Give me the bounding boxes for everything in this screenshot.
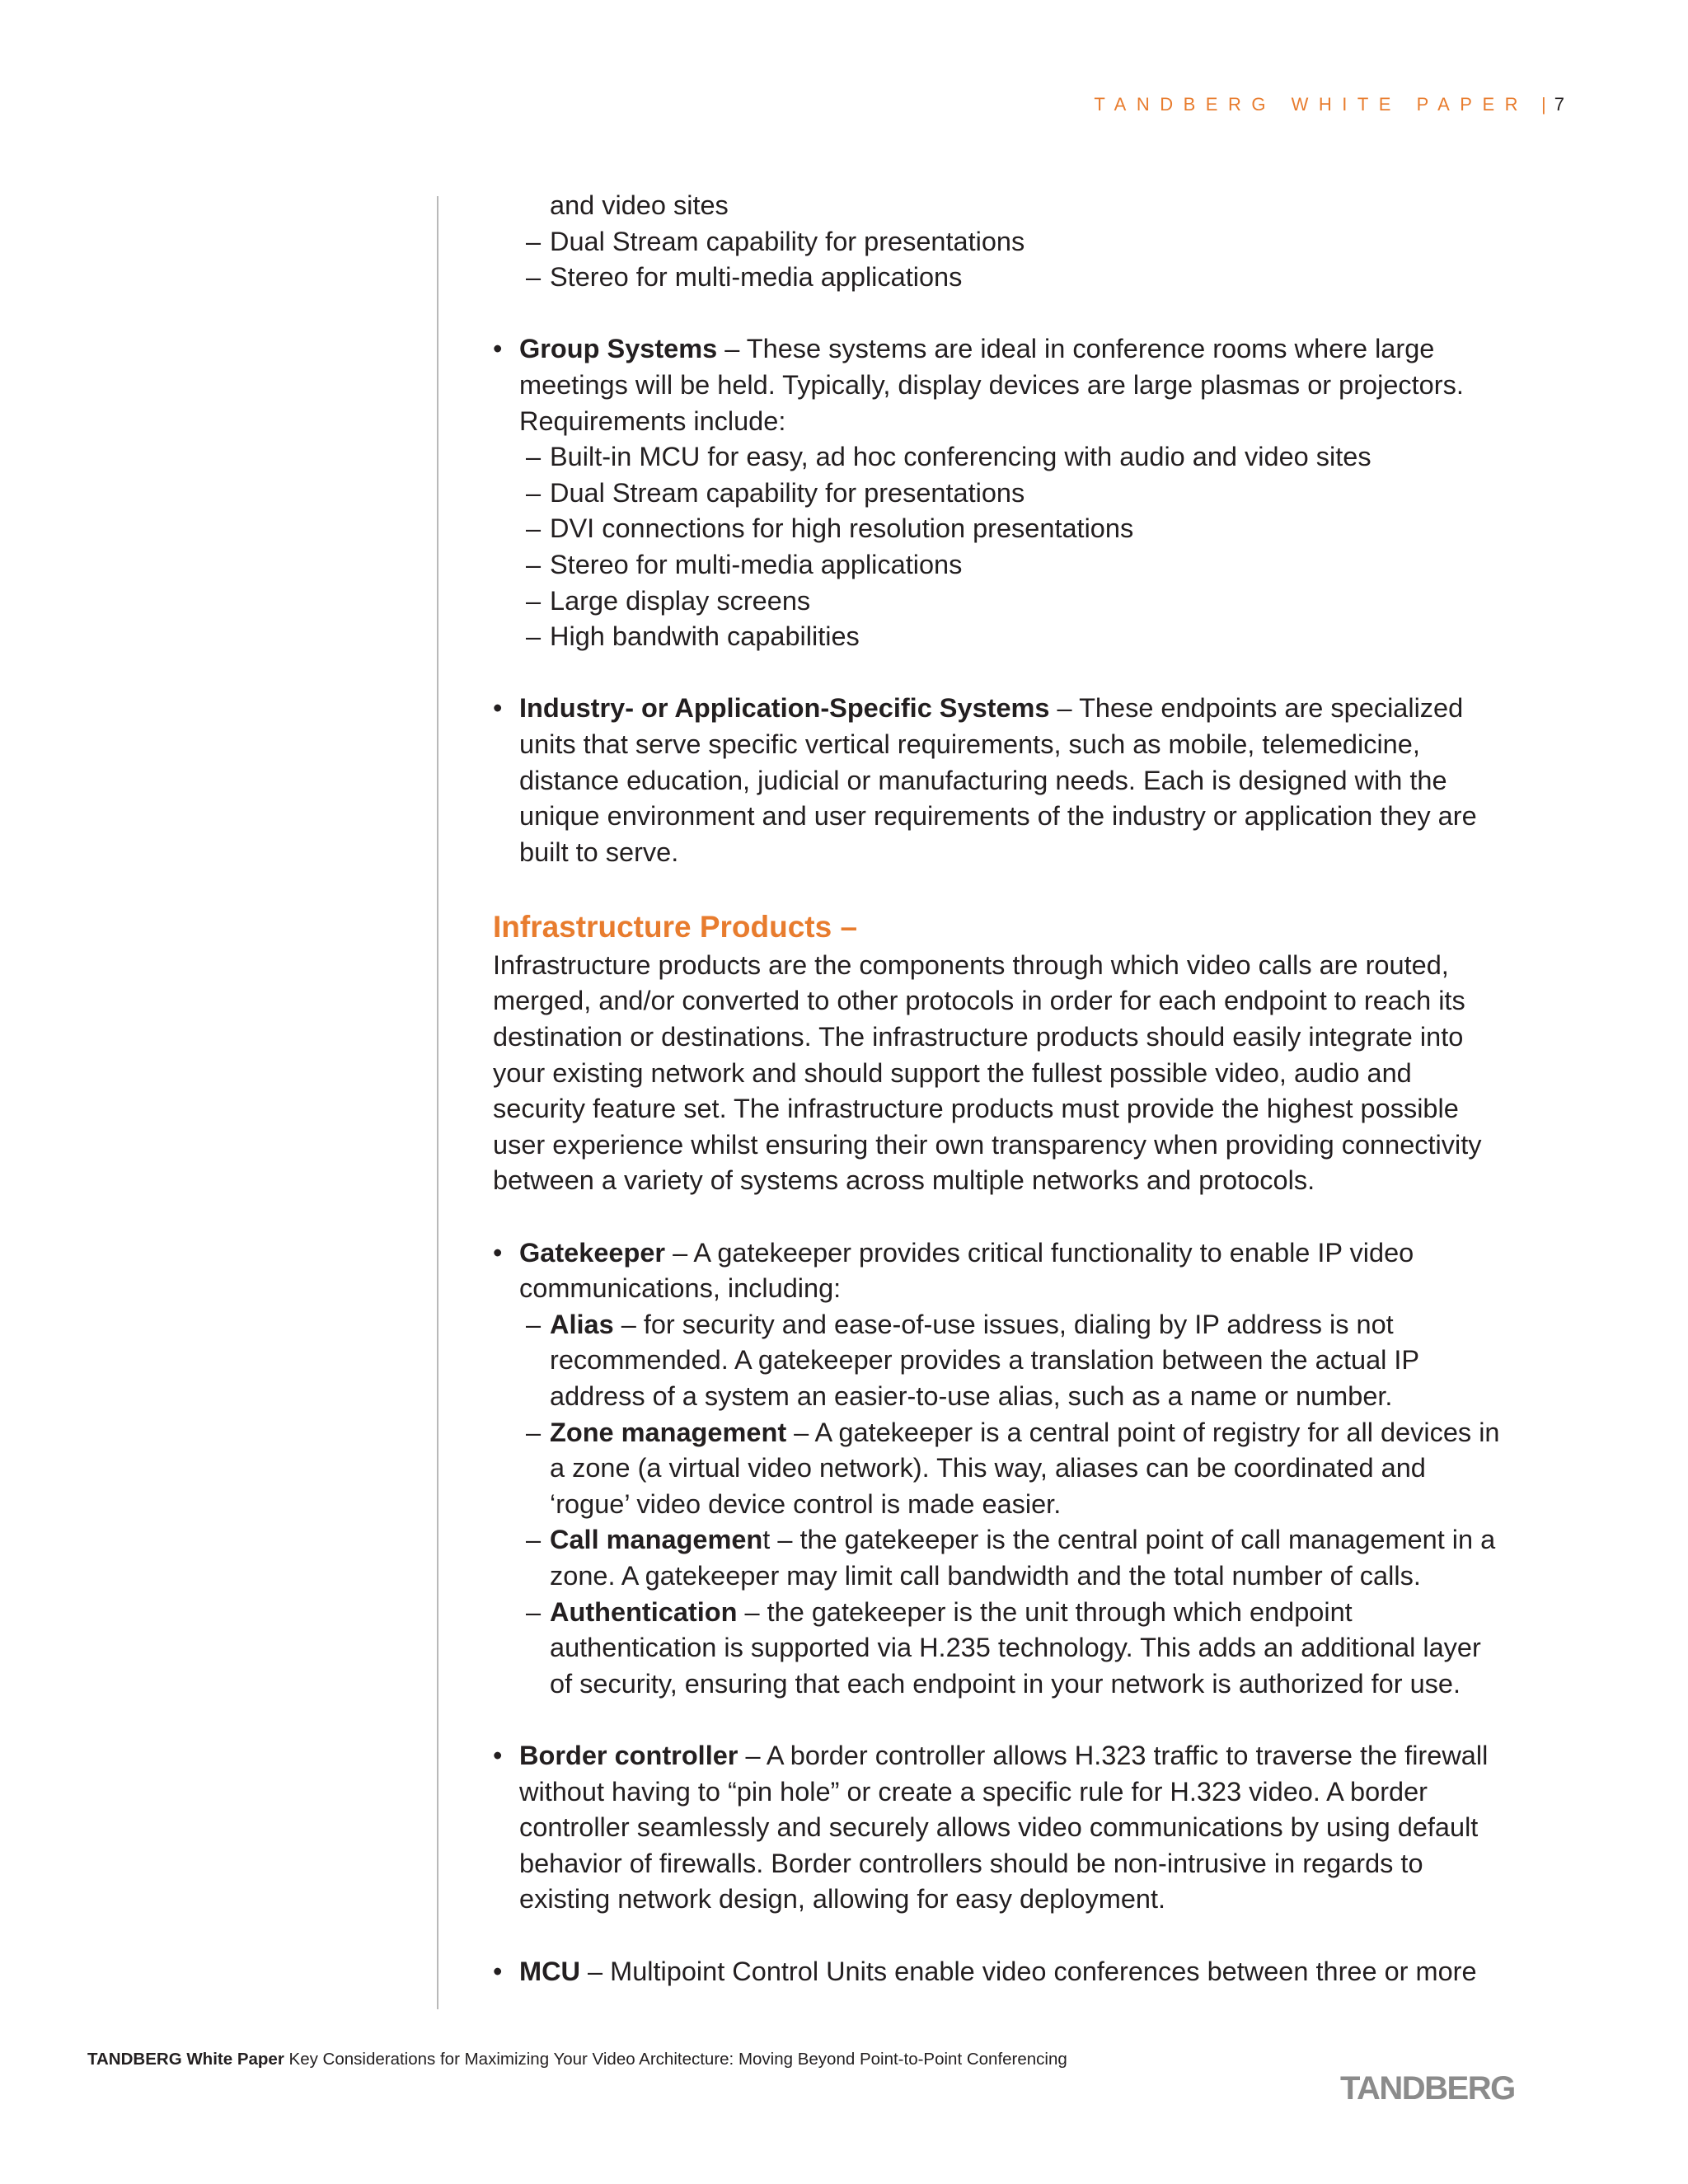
bullet-term: MCU <box>519 1956 581 1986</box>
sub-list-item-text: Built-in MCU for easy, ad hoc conferencing with audio and video sites <box>550 442 1372 472</box>
paragraph-line: merged, and/or converted to other protocols in order for each endpoint to reach its <box>493 986 1465 1016</box>
paragraph-line: your existing network and should support the fullest possible video, audio and <box>493 1057 1412 1088</box>
running-header <box>1094 94 1564 115</box>
paragraph-line: user experience whilst ensuring their own transparency when providing connectivity <box>493 1129 1482 1160</box>
sub-list-item <box>493 224 1548 260</box>
dash-glyph: – <box>526 1596 542 1627</box>
dash-glyph: – <box>526 442 542 472</box>
bullet-glyph: • <box>493 1740 503 1770</box>
bullet-text: A border controller allows H.323 traffic to traverse the firewall <box>766 1740 1489 1770</box>
dash-glyph: – <box>673 1237 688 1268</box>
tandberg-logo: TANDBERG <box>1340 2070 1515 2107</box>
sub-item-text-line: address of a system an easier-to-use alias, such as a name or number. <box>550 1381 1393 1411</box>
dash-glyph: – <box>526 621 542 652</box>
sub-list-item <box>493 260 1548 296</box>
page-body <box>493 188 1548 1990</box>
paragraph-line: Infrastructure products are the components through which video calls are routed, <box>493 949 1449 980</box>
sub-item-term: Authentication <box>550 1596 738 1627</box>
sub-item-term: Call managemen <box>550 1525 763 1555</box>
dash-glyph: – <box>526 1309 542 1339</box>
sub-item-text-line: ‘rogue’ video device control is made easier. <box>550 1488 1062 1519</box>
dash-glyph: – <box>526 585 542 616</box>
footer-brand: TANDBERG White Paper <box>87 2050 284 2069</box>
sub-item-text: the gatekeeper is the central point of call management in a <box>799 1525 1496 1555</box>
sub-item-text-line: zone. A gatekeeper may limit call bandwidth and the total number of calls. <box>550 1560 1421 1591</box>
dash-glyph: – <box>777 1525 793 1555</box>
sub-item-text: the gatekeeper is the unit through which endpoint <box>767 1596 1353 1627</box>
bullet-item-group-systems <box>493 331 1548 368</box>
sub-item-text-line: a zone (a virtual video network). This way, aliases can be coordinated and <box>550 1453 1426 1483</box>
left-margin-rule <box>437 196 438 2009</box>
bullet-text-line: without having to “pin hole” or create a specific rule for H.323 video. A border <box>519 1776 1428 1807</box>
sub-item-text: for security and ease-of-use issues, dialing by IP address is not <box>643 1309 1394 1339</box>
dash-glyph: – <box>1057 693 1072 724</box>
sub-item-term-tail: t <box>762 1525 771 1555</box>
bullet-term: Border controller <box>519 1740 738 1770</box>
bullet-glyph: • <box>493 1237 503 1268</box>
sub-list-item <box>493 583 1548 620</box>
bullet-term: Industry- or Application-Specific Systems <box>519 693 1050 724</box>
bullet-item-gatekeeper <box>493 1235 1548 1272</box>
running-title: TANDBERG WHITE PAPER <box>1094 94 1529 115</box>
bullet-glyph: • <box>493 334 503 364</box>
bullet-text-line: units that serve specific vertical requirements, such as mobile, telemedicine, <box>519 729 1420 759</box>
paragraph-line: security feature set. The infrastructure products must provide the highest possible <box>493 1094 1459 1124</box>
bullet-text: A gatekeeper provides critical functionality to enable IP video <box>693 1237 1414 1268</box>
bullet-text-line: distance education, judicial or manufacturing needs. Each is designed with the <box>519 765 1447 795</box>
bullet-text-line: controller seamlessly and securely allows video communications by using default <box>519 1812 1479 1843</box>
bullet-glyph: • <box>493 1956 503 1986</box>
page-footer <box>87 2050 1067 2069</box>
header-separator: | <box>1541 94 1546 115</box>
bullet-text-line: communications, including: <box>519 1273 842 1304</box>
sub-item-term: Zone management <box>550 1417 787 1447</box>
bullet-term: Gatekeeper <box>519 1237 666 1268</box>
sub-list-item-text: Stereo for multi-media applications <box>550 549 963 579</box>
sub-item-zone-management <box>493 1415 1548 1451</box>
paragraph-line: destination or destinations. The infrastructure products should easily integrate into <box>493 1022 1464 1052</box>
sub-item-text: A gatekeeper is a central point of registry for all devices in <box>814 1417 1500 1447</box>
list-continuation-line: and video sites <box>550 190 729 220</box>
bullet-item-border-controller <box>493 1738 1548 1774</box>
dash-glyph: – <box>526 262 542 293</box>
bullet-text-line: unique environment and user requirements of the industry or application they are <box>519 801 1477 832</box>
sub-list-item-text: High bandwith capabilities <box>550 621 860 652</box>
dash-glyph: – <box>588 1956 603 1986</box>
bullet-term: Group Systems <box>519 334 718 364</box>
bullet-text-line: built to serve. <box>519 837 679 867</box>
sub-list-item <box>493 476 1548 512</box>
dash-glyph: – <box>526 1525 542 1555</box>
sub-list-item-text: DVI connections for high resolution presentations <box>550 513 1134 544</box>
sub-list-item-text: Large display screens <box>550 585 811 616</box>
bullet-item-mcu <box>493 1954 1548 1990</box>
sub-list-item <box>493 619 1548 655</box>
sub-list-item <box>493 439 1548 476</box>
sub-item-text-line: recommended. A gatekeeper provides a translation between the actual IP <box>550 1345 1420 1376</box>
dash-glyph: – <box>526 477 542 508</box>
sub-item-authentication <box>493 1595 1548 1631</box>
bullet-text: These endpoints are specialized <box>1079 693 1464 724</box>
bullet-text: These systems are ideal in conference rooms where large <box>746 334 1435 364</box>
section-heading: Infrastructure Products – <box>493 909 858 944</box>
sub-item-term: Alias <box>550 1309 614 1339</box>
bullet-text-line: meetings will be held. Typically, display devices are large plasmas or projectors. <box>519 369 1464 400</box>
dash-glyph: – <box>526 226 542 256</box>
sub-item-call-management <box>493 1522 1548 1558</box>
dash-glyph: – <box>745 1740 761 1770</box>
dash-glyph: – <box>744 1596 760 1627</box>
bullet-item-industry-systems <box>493 691 1548 727</box>
page-number: 7 <box>1554 94 1564 115</box>
bullet-text-line: existing network design, allowing for easy deployment. <box>519 1884 1166 1915</box>
dash-glyph: – <box>621 1309 636 1339</box>
dash-glyph: – <box>526 549 542 579</box>
bullet-text-line: Requirements include: <box>519 405 786 436</box>
dash-glyph: – <box>526 1417 542 1447</box>
bullet-text-line: behavior of firewalls. Border controllers should be non-intrusive in regards to <box>519 1848 1423 1878</box>
bullet-glyph: • <box>493 693 503 724</box>
sub-list-item <box>493 547 1548 583</box>
dash-glyph: – <box>794 1417 809 1447</box>
sub-item-text-line: authentication is supported via H.235 technology. This adds an additional layer <box>550 1633 1481 1663</box>
sub-list-item-text: Stereo for multi-media applications <box>550 262 963 293</box>
sub-list-item-text: Dual Stream capability for presentations <box>550 477 1025 508</box>
footer-title: Key Considerations for Maximizing Your Video Architecture: Moving Beyond Point-to-Point Conferencing <box>288 2050 1067 2069</box>
sub-list-item-text: Dual Stream capability for presentations <box>550 226 1025 256</box>
sub-list-item <box>493 511 1548 547</box>
bullet-text: Multipoint Control Units enable video conferences between three or more <box>610 1956 1477 1986</box>
paragraph-line: between a variety of systems across multiple networks and protocols. <box>493 1165 1315 1196</box>
sub-item-alias <box>493 1307 1548 1343</box>
dash-glyph: – <box>724 334 740 364</box>
sub-item-text-line: of security, ensuring that each endpoint in your network is authorized for use. <box>550 1668 1461 1699</box>
dash-glyph: – <box>526 513 542 544</box>
